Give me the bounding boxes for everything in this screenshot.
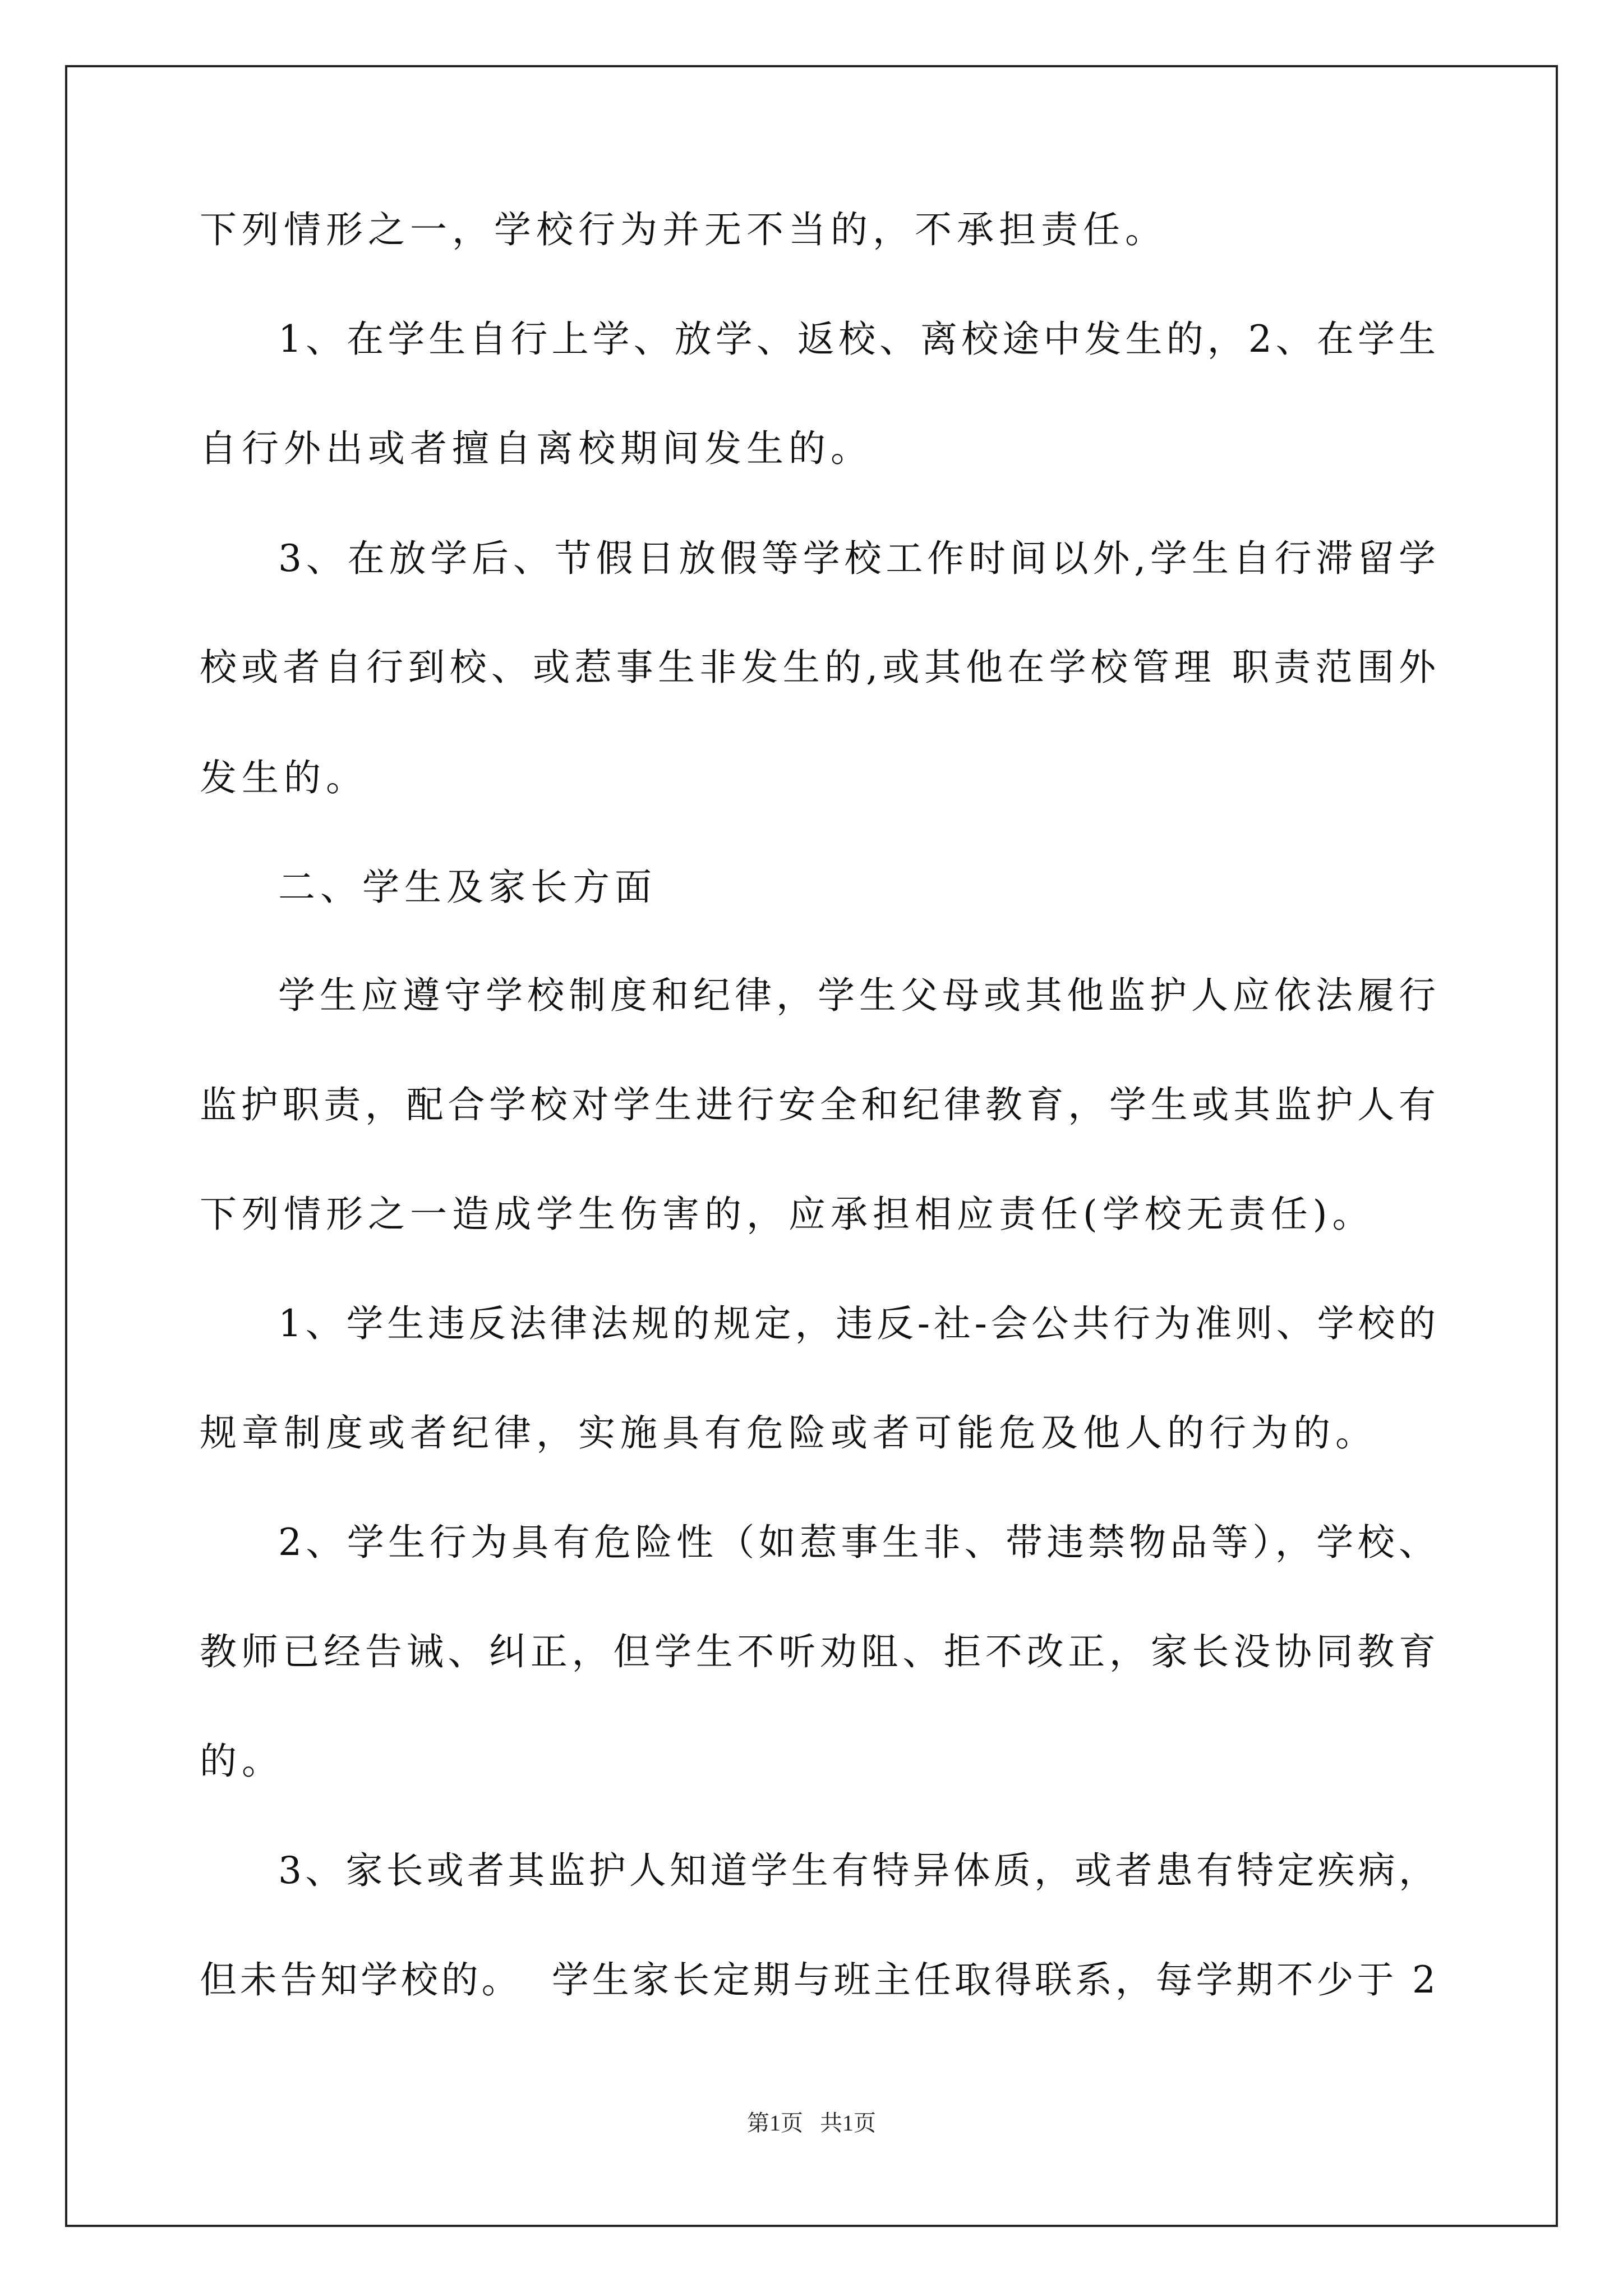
text-line-8: 学生应遵守学校制度和纪律，学生父母或其他监护人应依法履行 [278, 974, 1436, 1017]
text-line-11: 1、学生违反法律法规的规定，违反-社-会公共行为准则、学校的 [278, 1302, 1436, 1345]
text-line-15: 的。 [200, 1740, 284, 1783]
text-line-5: 校或者自行到校、或惹事生非发生的,或其他在学校管理 职责范围外 [200, 646, 1436, 689]
text-line-1: 下列情形之一，学校行为并无不当的，不承担责任。 [200, 208, 1167, 251]
text-line-4: 3、在放学后、节假日放假等学校工作时间以外,学生自行滞留学 [278, 537, 1436, 580]
text-line-3: 自行外出或者擅自离校期间发生的。 [200, 427, 873, 470]
text-line-13: 2、学生行为具有危险性（如惹事生非、带违禁物品等），学校、 [278, 1521, 1436, 1564]
text-line-12: 规章制度或者纪律，实施具有危险或者可能危及他人的行为的。 [200, 1411, 1377, 1455]
text-line-14: 教师已经告诫、纠正，但学生不听劝阻、拒不改正，家长没协同教育 [200, 1630, 1436, 1673]
section-heading: 二、学生及家长方面 [278, 866, 657, 909]
text-line-9: 监护职责，配合学校对学生进行安全和纪律教育，学生或其监护人有 [200, 1083, 1436, 1126]
page-number-footer: 第1页 共1页 [747, 2110, 876, 2136]
text-line-17: 但未告知学校的。 学生家长定期与班主任取得联系，每学期不少于 2 [200, 1958, 1436, 2001]
text-line-2: 1、在学生自行上学、放学、返校、离校途中发生的，2、在学生 [278, 318, 1436, 361]
text-line-6: 发生的。 [200, 756, 368, 799]
text-line-16: 3、家长或者其监护人知道学生有特异体质，或者患有特定疾病， [278, 1849, 1436, 1892]
text-line-10: 下列情形之一造成学生伤害的，应承担相应责任(学校无责任)。 [200, 1193, 1375, 1236]
page-border [65, 65, 1558, 2227]
